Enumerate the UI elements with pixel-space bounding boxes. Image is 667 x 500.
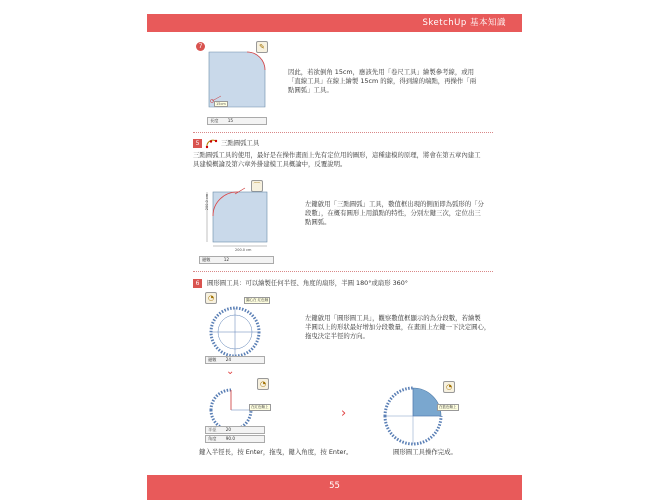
input-label: 角度: [208, 436, 217, 441]
section6-segments-input[interactable]: [205, 356, 265, 364]
step7-dimension-tag: 15cm: [216, 102, 226, 106]
input-label: 邊數: [202, 257, 211, 262]
section5-fig-text-line-2: 段數」，在概有圓形上用鎖點的特性，分別左鍵三次，定位出三: [305, 209, 481, 217]
section6-fig-text-line-3: 拖曳決定半徑的方向。: [305, 332, 369, 340]
page-footer-bar: [147, 475, 522, 500]
step7-text-line-2: 「直線工具」在線上繪製 15cm 的線，得到線的端點，再操作「兩: [288, 77, 477, 85]
step7-figure: [209, 52, 269, 118]
section6-figure-right: [383, 386, 453, 446]
input-label: 長度: [210, 118, 219, 123]
section6-angle-input[interactable]: [205, 435, 265, 443]
section5-figure: [205, 186, 275, 256]
input-value: 24: [225, 357, 232, 362]
arrow-down-icon: ⌄: [226, 366, 235, 377]
input-label: 邊數: [208, 357, 217, 362]
page-header-bar: [147, 14, 522, 32]
section-divider: [193, 132, 493, 133]
dimension-side: 200.0 cm: [205, 193, 210, 211]
section-5-body-line-1: 三點圓弧工具的使用，最好是在操作畫面上先有定位用的圖形，這種建模的原理，將會在第五章內建工: [193, 151, 481, 159]
section-6-badge: 6: [193, 279, 202, 288]
tooltip-blue-axis: 在藍色軸上: [439, 405, 457, 409]
step7-text-line-1: 因此，若欲倒角 15cm，應該先用「卷尺工具」繪製參考線，或用: [288, 68, 475, 76]
input-value: 15: [227, 118, 234, 123]
step7-text-line-3: 點圓弧」工具。: [288, 86, 333, 94]
section5-fig-text-line-3: 點圓弧。: [305, 218, 331, 226]
caption-left: 鍵入半徑長，按 Enter，拖曳，鍵入角度，按 Enter。: [199, 448, 353, 456]
input-value: 20: [225, 427, 232, 432]
section6-fig-text-line-1: 左鍵啟用「圓形圓工具」，觀察數值框顯示的為分段數，若繪製: [305, 314, 481, 322]
section6-figure-top: [209, 302, 269, 362]
pie-tool-icon-2: ◔: [257, 378, 269, 390]
section6-radius-input[interactable]: [205, 426, 265, 434]
arc-tool-icon: ✎: [256, 41, 268, 53]
section-divider: [193, 271, 493, 272]
section-5-badge: 5: [193, 139, 202, 148]
dimension-bottom: 200.0 cm: [235, 248, 252, 252]
header-title: SketchUp 基本知識: [422, 18, 506, 28]
arc-tool-icon-small: ⌒: [251, 180, 263, 192]
pie-tool-icon: ◔: [205, 292, 217, 304]
input-label: 半徑: [208, 427, 217, 432]
page-number: 55: [329, 481, 340, 491]
section-5-body-line-2: 具建模概論及第六章外掛建模工具概論中，反覆說明。: [193, 160, 347, 168]
section6-fig-text-line-2: 半圓以上的形狀最好增加分段數量，在畫面上左鍵一下決定圓心，: [305, 323, 491, 331]
caption-right: 圓形圓工具操作完成。: [393, 448, 457, 456]
section-5-title: 三點圓弧工具: [221, 139, 260, 147]
three-point-arc-icon: [206, 138, 218, 149]
book-page: [147, 0, 522, 500]
step-7-badge: 7: [196, 42, 205, 51]
section5-segments-input[interactable]: [199, 256, 274, 264]
step7-length-input[interactable]: [207, 117, 267, 125]
pie-tool-icon-3: ◔: [443, 381, 455, 393]
tooltip-center: 圓心在 紅色軸: [246, 298, 269, 302]
input-value: 12: [223, 257, 230, 262]
arrow-right-icon: ›: [341, 406, 347, 421]
tooltip-red-axis: 在紅色軸上: [251, 405, 269, 409]
section-6-title: 圓形圓工具：可以繪製任何半徑、角度的扇形，半圓 180°或扇形 360°: [207, 279, 409, 287]
section5-fig-text-line-1: 左鍵啟用「三點圓弧」工具，數值框出現的側面即為弧形的「分: [305, 200, 484, 208]
input-value: 90.0: [225, 436, 236, 441]
